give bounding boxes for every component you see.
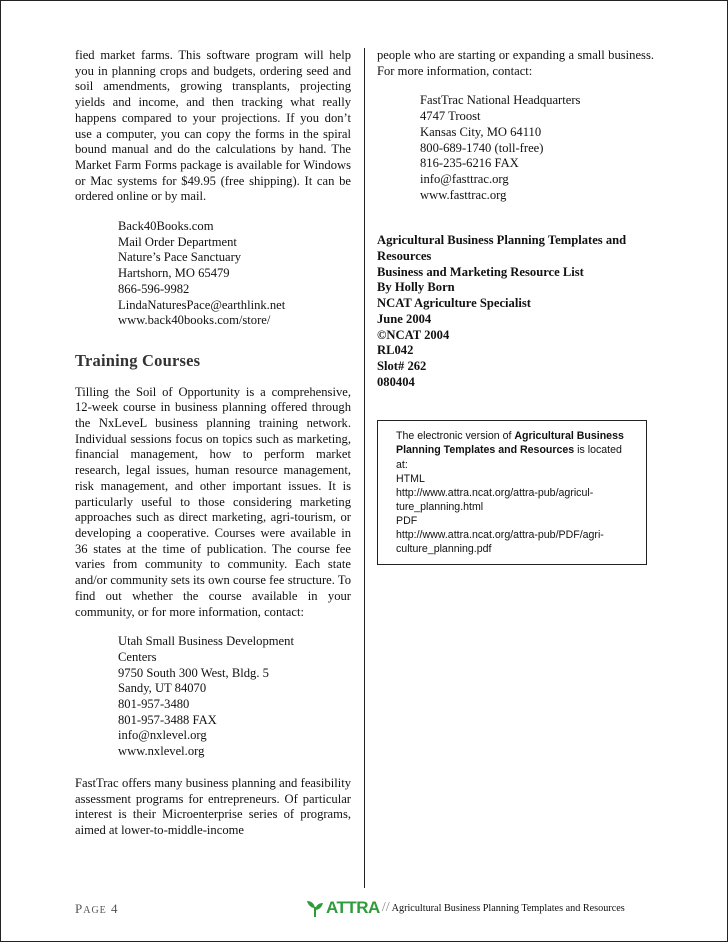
publication-date: June 2004 bbox=[377, 311, 432, 326]
publication-author: By Holly Born bbox=[377, 280, 455, 295]
copyright: ©NCAT 2004 bbox=[377, 327, 450, 342]
electronic-version-title: Agricultural Business Planning Templates and Resources bbox=[396, 430, 624, 457]
pdf-label: PDF bbox=[396, 514, 418, 527]
left-paragraph-2: Tilling the Soil of Opportunity is a comprehensive, 12-week course in business planning offered through the NxLeveL business planning training network. Individual sessions focus on topics such as marketing, financial management, how to perform market research, legal issues, human resource management, risk management, and other important issues. It is particularly useful to those considering marketing approaches such as direct marketing, agri-tourism, or developing a cooperative. Courses were available in 36 states at the time of publication. The course fee varies from community to community. Each state and/or community sets its own course fee structure. To find out whether the course available in your community, or for more information, contact: bbox=[75, 384, 351, 619]
page-number: 4 bbox=[111, 901, 119, 916]
address-line: Hartshorn, MO 65479 bbox=[118, 266, 230, 281]
right-column bbox=[377, 48, 654, 565]
phone-line: 866-596-9982 bbox=[118, 281, 190, 296]
email-link[interactable]: info@nxlevel.org bbox=[118, 728, 207, 743]
publication-info bbox=[377, 233, 654, 390]
phone-line: 801-957-3480 bbox=[118, 697, 190, 712]
left-paragraph-3: FastTrac offers many business planning and feasibility assessment programs for entrepreneurs. Of particular interest is their Microenterprise series of programs, aimed at lower-to-middle-income bbox=[75, 775, 351, 837]
author-title: NCAT Agriculture Specialist bbox=[377, 296, 531, 311]
publication-number: 080404 bbox=[377, 374, 415, 389]
address-utah-sbdc bbox=[118, 634, 351, 760]
address-line: Sandy, UT 84070 bbox=[118, 681, 207, 696]
right-paragraph-1: people who are starting or expanding a small business. For more information, contact: bbox=[377, 48, 654, 78]
slot-number: Slot# 262 bbox=[377, 358, 427, 373]
web-link[interactable]: www.nxlevel.org bbox=[118, 744, 205, 759]
pdf-url-link[interactable]: http://www.attra.ncat.org/attra-pub/PDF/agri-culture_planning.pdf bbox=[396, 529, 604, 556]
attra-logo-text: ATTRA bbox=[326, 898, 380, 917]
address-line: Utah Small Business Development bbox=[118, 634, 294, 649]
left-column bbox=[75, 48, 351, 839]
address-line: Mail Order Department bbox=[118, 234, 237, 249]
address-line: Centers bbox=[118, 649, 157, 664]
footer-branding bbox=[305, 898, 625, 918]
fax-line: 816-235-6216 FAX bbox=[420, 156, 519, 171]
fax-line: 801-957-3488 FAX bbox=[118, 712, 217, 727]
address-back40books bbox=[118, 219, 351, 329]
address-line: FastTrac National Headquarters bbox=[420, 93, 581, 108]
html-url-link[interactable]: http://www.attra.ncat.org/attra-pub/agricul-ture_planning.html bbox=[396, 486, 594, 513]
address-line: Nature’s Pace Sanctuary bbox=[118, 250, 242, 265]
address-line: Back40Books.com bbox=[118, 219, 214, 234]
electronic-version-intro: The electronic version of Agricultural Business Planning Templates and Resources is located at: bbox=[396, 430, 624, 471]
email-link[interactable]: LindaNaturesPace@earthlink.net bbox=[118, 297, 286, 312]
publication-title: Agricultural Business Planning Templates and Resources bbox=[377, 233, 627, 264]
phone-line: 800-689-1740 (toll-free) bbox=[420, 140, 544, 155]
email-link[interactable]: info@fasttrac.org bbox=[420, 171, 509, 186]
footer-document-title: Agricultural Business Planning Templates and Resources bbox=[391, 903, 625, 914]
column-divider bbox=[364, 48, 365, 888]
publication-code: RL042 bbox=[377, 343, 414, 358]
html-label: HTML bbox=[396, 472, 425, 485]
attra-sprout-icon bbox=[305, 898, 325, 918]
web-link[interactable]: www.fasttrac.org bbox=[420, 187, 507, 202]
publication-subtitle: Business and Marketing Resource List bbox=[377, 264, 584, 279]
left-paragraph-1: fied market farms. This software program will help you in planning crops and budgets, ordering seed and soil amendments, growing transplants, projecting yields and income, and then tracking what really happens compared to your projections. If you don’t use a computer, you can copy the forms in the spiral bound manual and do the calculations by hand. The Market Farm Forms package is available for Windows or Mac systems for $49.95 (free shipping). It can be ordered online or by mail. bbox=[75, 48, 351, 204]
electronic-version-box bbox=[377, 420, 647, 565]
address-line: 9750 South 300 West, Bldg. 5 bbox=[118, 665, 269, 680]
address-fasttrac bbox=[420, 93, 654, 203]
section-title-training-courses: Training Courses bbox=[75, 350, 201, 370]
page-number-label: PAGE 4 bbox=[75, 901, 119, 916]
address-line: 4747 Troost bbox=[420, 109, 481, 124]
web-link[interactable]: www.back40books.com/store/ bbox=[118, 313, 271, 328]
address-line: Kansas City, MO 64110 bbox=[420, 124, 542, 139]
footer-separator: // bbox=[381, 900, 390, 915]
